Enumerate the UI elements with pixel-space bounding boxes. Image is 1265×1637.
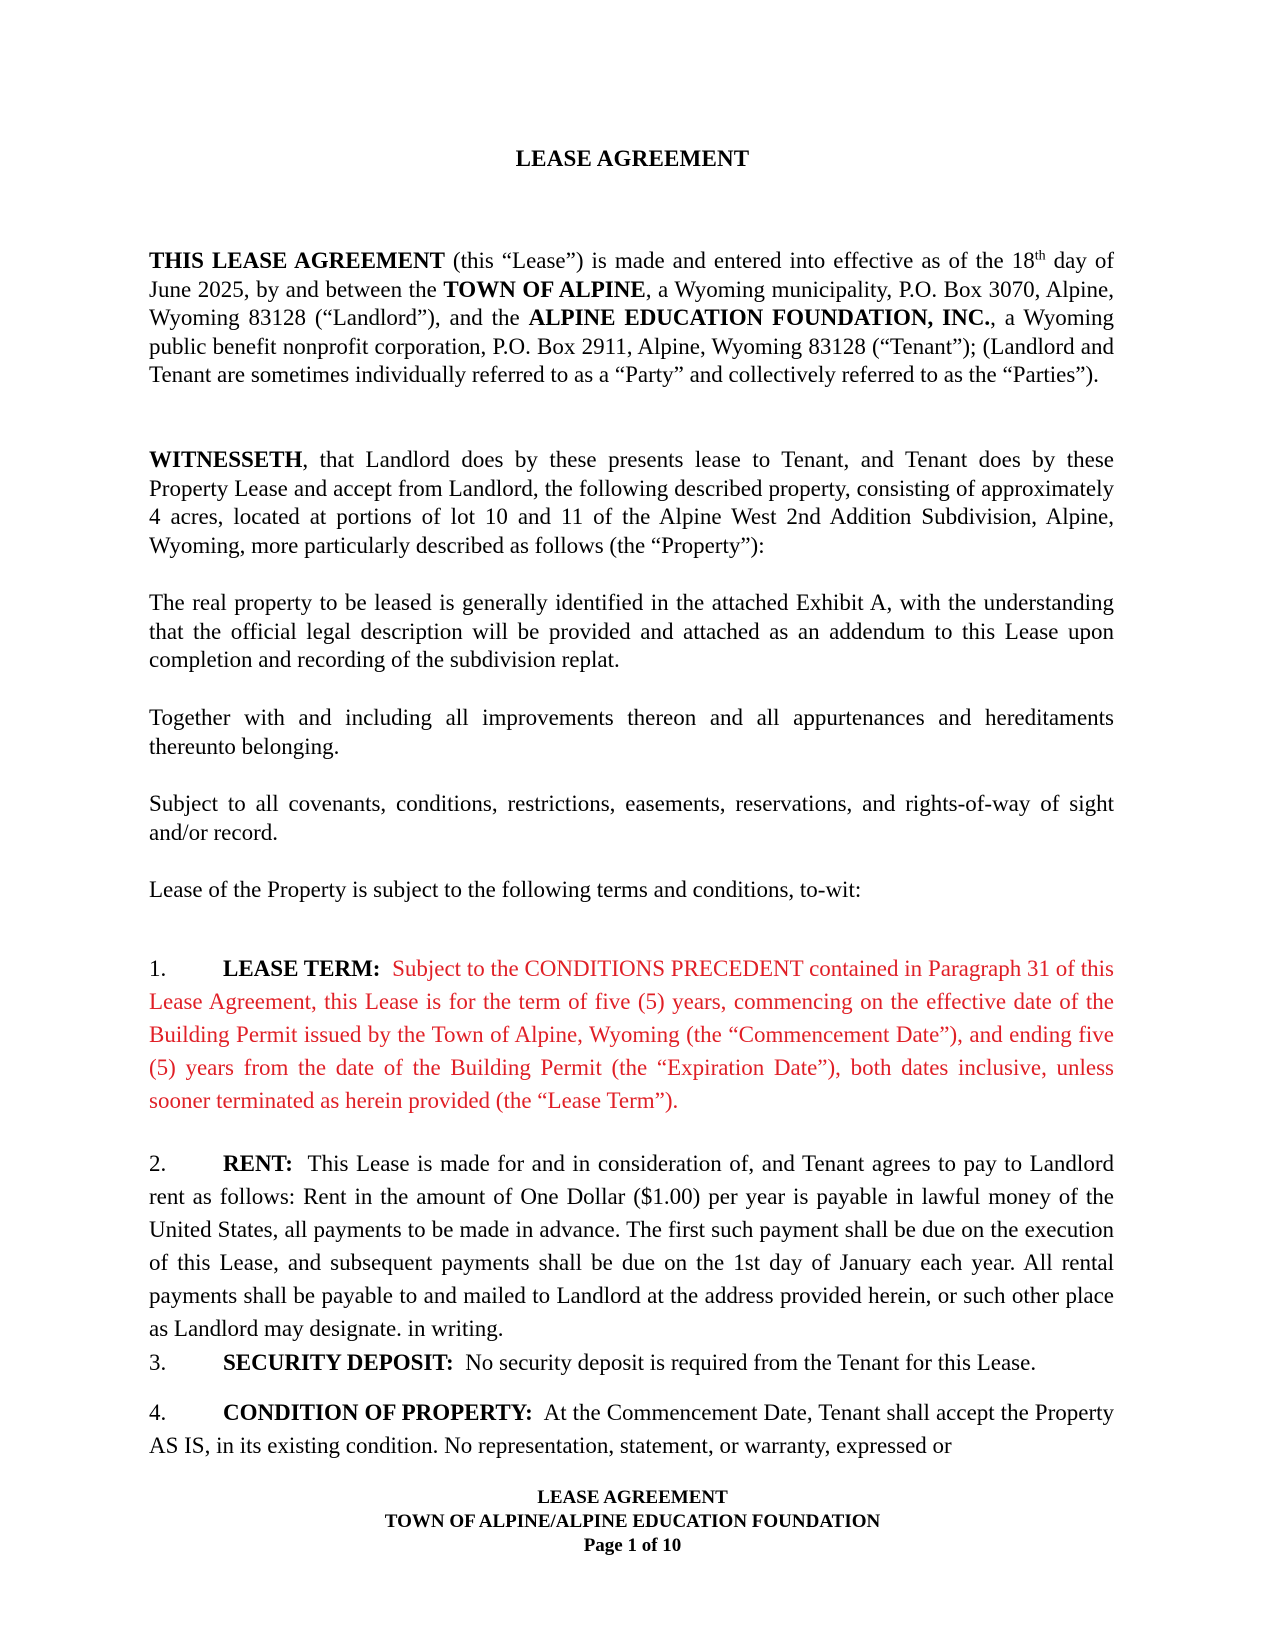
section-number: 3. — [149, 1350, 167, 1375]
section-number: 1. — [149, 956, 167, 981]
witnesseth-text: , that Landlord does by these presents lease to Tenant, and Tenant does by these Property Lease and accept from Landlord, the following described property, consisting of approximately 4 acres, located at portions of lot 10 and 11 of the Alpine West 2nd Addition Subdivision, Alpine, Wyoming, more particularly described as follows (the “Property”): — [149, 447, 1114, 558]
tenant-name: ALPINE EDUCATION FOUNDATION, INC. — [528, 305, 991, 330]
intro-paragraph — [149, 247, 1114, 390]
subject-paragraph: Subject to all covenants, conditions, restrictions, easements, reservations, and rights-of-way of sight and/or record. — [149, 791, 1114, 845]
section-text: No security deposit is required from the Tenant for this Lease. — [465, 1350, 1037, 1375]
page-footer — [0, 1486, 1265, 1558]
section-rent — [149, 1147, 1114, 1345]
real-property-paragraph: The real property to be leased is generally identified in the attached Exhibit A, with the understanding that the official legal description will be provided and attached as an addendum to this Lease upon completion and recording of the subdivision replat. — [149, 590, 1114, 672]
together-paragraph: Together with and including all improvements thereon and all appurtenances and hereditaments thereunto belonging. — [149, 705, 1114, 759]
section-text-revised: Subject to the CONDITIONS PRECEDENT contained in Paragraph 31 of this Lease Agreement, this Lease is for the term of five (5) years, commencing on the effective date of the Building Permit issued by the Town of Alpine, Wyoming (the “Commencement Date”), and ending five (5) years from the date of the Building Permit (the “Expiration Date”), both dates inclusive, unless sooner terminated as herein provided (the “Lease Term”). — [149, 956, 1114, 1113]
section-heading: CONDITION OF PROPERTY: — [223, 1400, 533, 1425]
section-text: This Lease is made for and in consideration of, and Tenant agrees to pay to Landlord rent as follows: Rent in the amount of One Dollar ($1.00) per year is payable in lawful money of the United States, all payments to be made in advance. The first such payment shall be due on the execution of this Lease, and subsequent payments shall be due on the 1st day of January each year. All rental payments shall be payable to and mailed to Landlord at the address provided herein, or such other place as Landlord may designate. in writing. — [149, 1151, 1114, 1341]
section-security-deposit — [149, 1346, 1114, 1379]
intro-text-4: , a Wyoming public benefit nonprofit corporation, P.O. Box 2911, Alpine, Wyoming 83128 (“Tenant”); (Landlord and Tenant are sometimes individually referred to as a “Party” and collectively referred to as the “Parties”). — [149, 305, 1114, 387]
ordinal-suffix: th — [1034, 248, 1046, 264]
witnesseth-paragraph — [149, 446, 1114, 560]
page-number: Page 1 of 10 — [583, 1535, 682, 1556]
lease-of-paragraph: Lease of the Property is subject to the following terms and conditions, to-wit: — [149, 877, 862, 902]
section-lease-term — [149, 952, 1114, 1117]
section-heading: SECURITY DEPOSIT: — [223, 1350, 454, 1375]
intro-text-2: day of June 2025, by and between the — [149, 248, 1115, 302]
section-condition-of-property — [149, 1396, 1114, 1462]
section-number: 4. — [149, 1400, 167, 1425]
witnesseth-lead: WITNESSETH — [149, 447, 303, 472]
section-number: 2. — [149, 1151, 167, 1176]
intro-lead: THIS LEASE AGREEMENT — [149, 248, 445, 273]
landlord-name: TOWN OF ALPINE — [443, 276, 646, 302]
section-text: At the Commencement Date, Tenant shall accept the Property AS IS, in its existing condition. No representation, statement, or warranty, expressed or — [149, 1400, 1115, 1458]
document-title: LEASE AGREEMENT — [515, 146, 750, 171]
section-heading: RENT: — [223, 1151, 293, 1176]
footer-title: LEASE AGREEMENT — [537, 1487, 728, 1508]
intro-text-3: , a Wyoming municipality, P.O. Box 3070, Alpine, Wyoming 83128 (“Landlord”), and the — [149, 276, 1115, 330]
footer-parties: TOWN OF ALPINE/ALPINE EDUCATION FOUNDATION — [384, 1511, 881, 1532]
section-heading: LEASE TERM: — [223, 956, 381, 981]
intro-text-1: (this “Lease”) is made and entered into effective as of the 18 — [444, 248, 1035, 273]
